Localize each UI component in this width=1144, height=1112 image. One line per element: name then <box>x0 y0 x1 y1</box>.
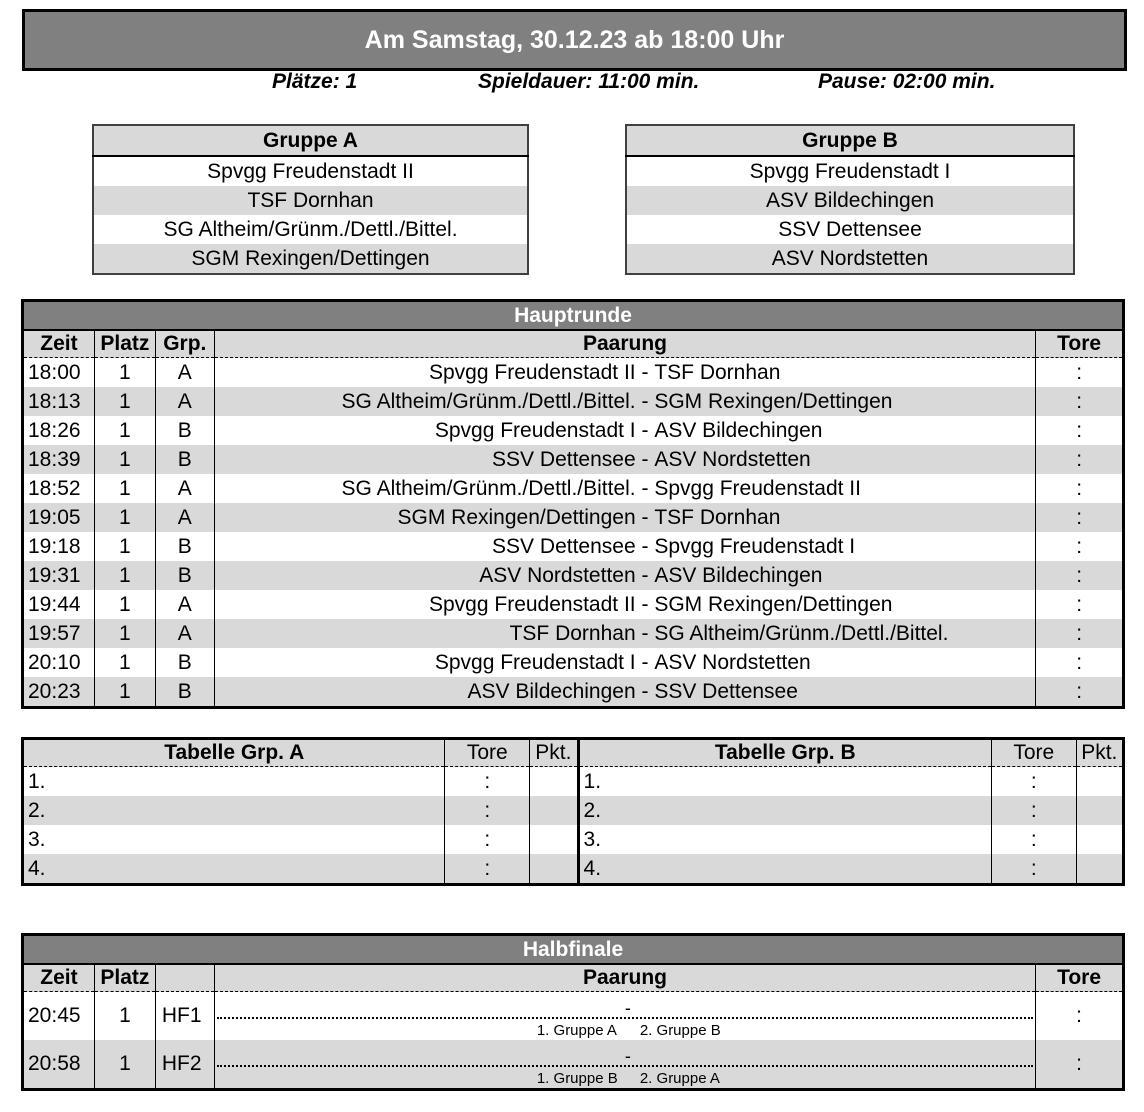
match-row <box>23 677 1124 708</box>
match-grp: A <box>155 619 214 648</box>
tabelle-a-rank: 2. <box>28 798 46 822</box>
match-platz: 1 <box>94 590 155 619</box>
header-paarung: Paarung <box>214 330 1036 358</box>
match-home: Spvgg Freudenstadt II <box>429 592 636 616</box>
hf-header-platz: Platz <box>94 964 155 992</box>
hf-sub-home: 1. Gruppe A <box>536 1022 617 1039</box>
halbfinale-row <box>23 1040 1124 1090</box>
tabelle-a-tore-value: : <box>445 796 530 825</box>
tabelle-b-pkt-value <box>1076 854 1123 885</box>
match-dash: - <box>641 621 649 645</box>
match-paarung <box>214 677 1036 708</box>
match-dash: - <box>641 650 649 674</box>
match-zeit: 19:18 <box>28 534 81 558</box>
match-away: ASV Nordstetten <box>654 447 811 471</box>
tabelle-b-tore-value: : <box>991 767 1076 797</box>
tabelle-a-pkt-value <box>530 796 578 825</box>
match-dash: - <box>641 679 649 703</box>
tabelle-b-rank: 3. <box>578 825 991 854</box>
hf-id: HF2 <box>155 1040 214 1090</box>
match-dash: - <box>641 360 649 384</box>
group-b-box <box>625 124 1075 275</box>
match-zeit: 20:10 <box>28 650 81 674</box>
tabelle-b-pkt-value <box>1076 796 1123 825</box>
tabelle-a-tore-value: : <box>445 767 530 797</box>
match-grp: B <box>155 561 214 590</box>
group-a-team: SG Altheim/Grünm./Dettl./Bittel. <box>163 217 458 241</box>
tabelle-a-pkt: Pkt. <box>530 739 578 767</box>
match-away: TSF Dornhan <box>654 505 781 529</box>
tabelle-a-pkt-value <box>530 825 578 854</box>
match-dash: - <box>641 447 649 471</box>
match-paarung <box>214 474 1036 503</box>
match-dash: - <box>641 389 649 413</box>
match-grp: A <box>155 387 214 416</box>
match-row <box>23 445 1124 474</box>
tabelle-a-rank: 1. <box>28 769 46 793</box>
match-platz: 1 <box>94 532 155 561</box>
tabelle-a-title: Tabelle Grp. A <box>23 739 445 767</box>
tabelle-a-pkt-value <box>530 767 578 797</box>
match-tore: : <box>1036 445 1124 474</box>
info-spieldauer: Spieldauer: 11:00 min. <box>478 70 700 93</box>
hf-tore: : <box>1036 1040 1124 1090</box>
match-row <box>23 387 1124 416</box>
tabelle-a-rank: 3. <box>28 827 46 851</box>
hf-header-zeit: Zeit <box>23 964 95 992</box>
hauptrunde-title: Hauptrunde <box>23 301 1124 331</box>
match-tore: : <box>1036 561 1124 590</box>
match-platz: 1 <box>94 503 155 532</box>
tabelle-b-tore-value: : <box>991 796 1076 825</box>
halbfinale-row <box>23 992 1124 1041</box>
match-row <box>23 619 1124 648</box>
match-tore: : <box>1036 503 1124 532</box>
tabelle-row <box>23 854 1124 885</box>
tabelle-b-rank: 2. <box>578 796 991 825</box>
match-row <box>23 532 1124 561</box>
match-grp: B <box>155 677 214 708</box>
match-away: SGM Rexingen/Dettingen <box>654 389 893 413</box>
tabelle-b-tore-value: : <box>991 854 1076 885</box>
match-away: SSV Dettensee <box>654 679 798 703</box>
hf-header-empty <box>155 964 214 992</box>
match-tore: : <box>1036 590 1124 619</box>
match-home: ASV Nordstetten <box>479 563 636 587</box>
match-paarung <box>214 387 1036 416</box>
match-away: SG Altheim/Grünm./Dettl./Bittel. <box>654 621 949 645</box>
group-b-team: Spvgg Freudenstadt I <box>749 159 951 183</box>
header-zeit: Zeit <box>23 330 95 358</box>
tabelle-row <box>23 825 1124 854</box>
match-tore: : <box>1036 648 1124 677</box>
group-a-title: Gruppe A <box>93 125 528 156</box>
match-paarung <box>214 648 1036 677</box>
match-away: Spvgg Freudenstadt I <box>654 534 856 558</box>
match-paarung <box>214 445 1036 474</box>
hf-paarung <box>214 1040 1035 1090</box>
match-dash: - <box>641 534 649 558</box>
halbfinale-body <box>23 992 1124 1090</box>
hauptrunde-table <box>21 299 1125 709</box>
match-grp: A <box>155 358 214 388</box>
match-paarung <box>214 590 1036 619</box>
hf-platz: 1 <box>94 1040 155 1090</box>
match-zeit: 19:57 <box>28 621 81 645</box>
match-tore: : <box>1036 416 1124 445</box>
tabelle-a-tore-value: : <box>445 854 530 885</box>
match-dash: - <box>641 592 649 616</box>
hf-paarung <box>214 992 1035 1041</box>
group-b-team: ASV Bildechingen <box>626 186 1074 215</box>
group-b-title: Gruppe B <box>626 125 1074 156</box>
match-platz: 1 <box>94 561 155 590</box>
match-paarung <box>214 561 1036 590</box>
tabelle-b-title: Tabelle Grp. B <box>578 739 991 767</box>
group-a-box <box>92 124 529 275</box>
match-zeit: 19:44 <box>28 592 81 616</box>
match-away: SGM Rexingen/Dettingen <box>654 592 893 616</box>
hf-header-paarung: Paarung <box>214 964 1035 992</box>
match-home: SG Altheim/Grünm./Dettl./Bittel. <box>341 476 636 500</box>
tabellen-table <box>21 737 1125 886</box>
match-paarung <box>214 416 1036 445</box>
match-dash: - <box>641 563 649 587</box>
hf-dash: - <box>624 998 631 1018</box>
tabelle-a-tore-value: : <box>445 825 530 854</box>
group-a-team: Spvgg Freudenstadt II <box>207 159 414 183</box>
match-row <box>23 474 1124 503</box>
match-grp: B <box>155 416 214 445</box>
match-grp: B <box>155 532 214 561</box>
match-tore: : <box>1036 619 1124 648</box>
match-home: Spvgg Freudenstadt I <box>434 650 636 674</box>
match-row <box>23 648 1124 677</box>
match-away: ASV Nordstetten <box>654 650 811 674</box>
header-tore: Tore <box>1036 330 1124 358</box>
match-platz: 1 <box>94 474 155 503</box>
match-row <box>23 590 1124 619</box>
match-row <box>23 416 1124 445</box>
match-grp: B <box>155 648 214 677</box>
tabelle-b-pkt-value <box>1076 767 1123 797</box>
match-zeit: 18:13 <box>28 389 81 413</box>
hf-id: HF1 <box>155 992 214 1041</box>
hf-dash: - <box>624 1046 631 1066</box>
match-home: SGM Rexingen/Dettingen <box>397 505 636 529</box>
match-paarung <box>214 358 1036 388</box>
match-away: Spvgg Freudenstadt II <box>654 476 861 500</box>
match-dash: - <box>641 476 649 500</box>
match-paarung <box>214 532 1036 561</box>
match-zeit: 20:23 <box>28 679 81 703</box>
hf-header-tore: Tore <box>1036 964 1124 992</box>
hf-sub-home: 1. Gruppe B <box>536 1070 618 1087</box>
match-away: ASV Bildechingen <box>654 418 823 442</box>
header-grp: Grp. <box>155 330 214 358</box>
tabelle-row <box>23 796 1124 825</box>
hf-tore: : <box>1036 992 1124 1041</box>
group-a-team: SGM Rexingen/Dettingen <box>93 244 528 274</box>
tabelle-b-pkt: Pkt. <box>1076 739 1123 767</box>
hf-zeit: 20:58 <box>28 1052 81 1075</box>
match-away: ASV Bildechingen <box>654 563 823 587</box>
halbfinale-table <box>21 933 1125 1091</box>
match-platz: 1 <box>94 619 155 648</box>
match-row <box>23 503 1124 532</box>
group-a-team: TSF Dornhan <box>93 186 528 215</box>
match-home: ASV Bildechingen <box>467 679 636 703</box>
match-home: SG Altheim/Grünm./Dettl./Bittel. <box>341 389 636 413</box>
match-home: SSV Dettensee <box>492 447 636 471</box>
info-pause: Pause: 02:00 min. <box>818 70 996 93</box>
match-zeit: 19:05 <box>28 505 81 529</box>
group-b-team: SSV Dettensee <box>778 217 922 241</box>
hf-platz: 1 <box>94 992 155 1041</box>
tabelle-b-pkt-value <box>1076 825 1123 854</box>
hauptrunde-body <box>23 358 1124 708</box>
match-grp: A <box>155 590 214 619</box>
match-grp: B <box>155 445 214 474</box>
match-zeit: 18:26 <box>28 418 81 442</box>
match-home: SSV Dettensee <box>492 534 636 558</box>
match-platz: 1 <box>94 445 155 474</box>
info-plaetze: Plätze: 1 <box>272 70 358 93</box>
tabelle-a-tore: Tore <box>445 739 530 767</box>
tabelle-b-rank: 4. <box>578 854 991 885</box>
match-platz: 1 <box>94 387 155 416</box>
match-zeit: 19:31 <box>28 563 81 587</box>
match-paarung <box>214 619 1036 648</box>
match-tore: : <box>1036 532 1124 561</box>
tabelle-a-pkt-value <box>530 854 578 885</box>
match-platz: 1 <box>94 358 155 388</box>
match-zeit: 18:00 <box>28 360 81 384</box>
match-tore: : <box>1036 358 1124 388</box>
hf-sub-away: 2. Gruppe A <box>639 1070 720 1087</box>
hf-zeit: 20:45 <box>28 1004 81 1027</box>
tabelle-b-rank: 1. <box>578 767 991 797</box>
hf-sub-away: 2. Gruppe B <box>639 1022 721 1039</box>
match-dash: - <box>641 505 649 529</box>
match-platz: 1 <box>94 677 155 708</box>
match-row <box>23 561 1124 590</box>
match-tore: : <box>1036 474 1124 503</box>
tabelle-a-rank: 4. <box>28 856 46 880</box>
match-tore: : <box>1036 387 1124 416</box>
halbfinale-title: Halbfinale <box>23 935 1124 965</box>
tabellen-body <box>23 767 1124 885</box>
match-tore: : <box>1036 677 1124 708</box>
tabelle-row <box>23 767 1124 797</box>
match-home: Spvgg Freudenstadt I <box>434 418 636 442</box>
match-dash: - <box>641 418 649 442</box>
header-platz: Platz <box>94 330 155 358</box>
match-home: TSF Dornhan <box>509 621 636 645</box>
match-home: Spvgg Freudenstadt II <box>429 360 636 384</box>
match-away: TSF Dornhan <box>654 360 781 384</box>
tabelle-b-tore: Tore <box>991 739 1076 767</box>
match-zeit: 18:52 <box>28 476 81 500</box>
match-grp: A <box>155 474 214 503</box>
tabelle-b-tore-value: : <box>991 825 1076 854</box>
group-b-team: ASV Nordstetten <box>626 244 1074 274</box>
match-row <box>23 358 1124 388</box>
page-banner: Am Samstag, 30.12.23 ab 18:00 Uhr <box>22 9 1127 71</box>
match-paarung <box>214 503 1036 532</box>
match-platz: 1 <box>94 648 155 677</box>
match-platz: 1 <box>94 416 155 445</box>
match-grp: A <box>155 503 214 532</box>
match-zeit: 18:39 <box>28 447 81 471</box>
